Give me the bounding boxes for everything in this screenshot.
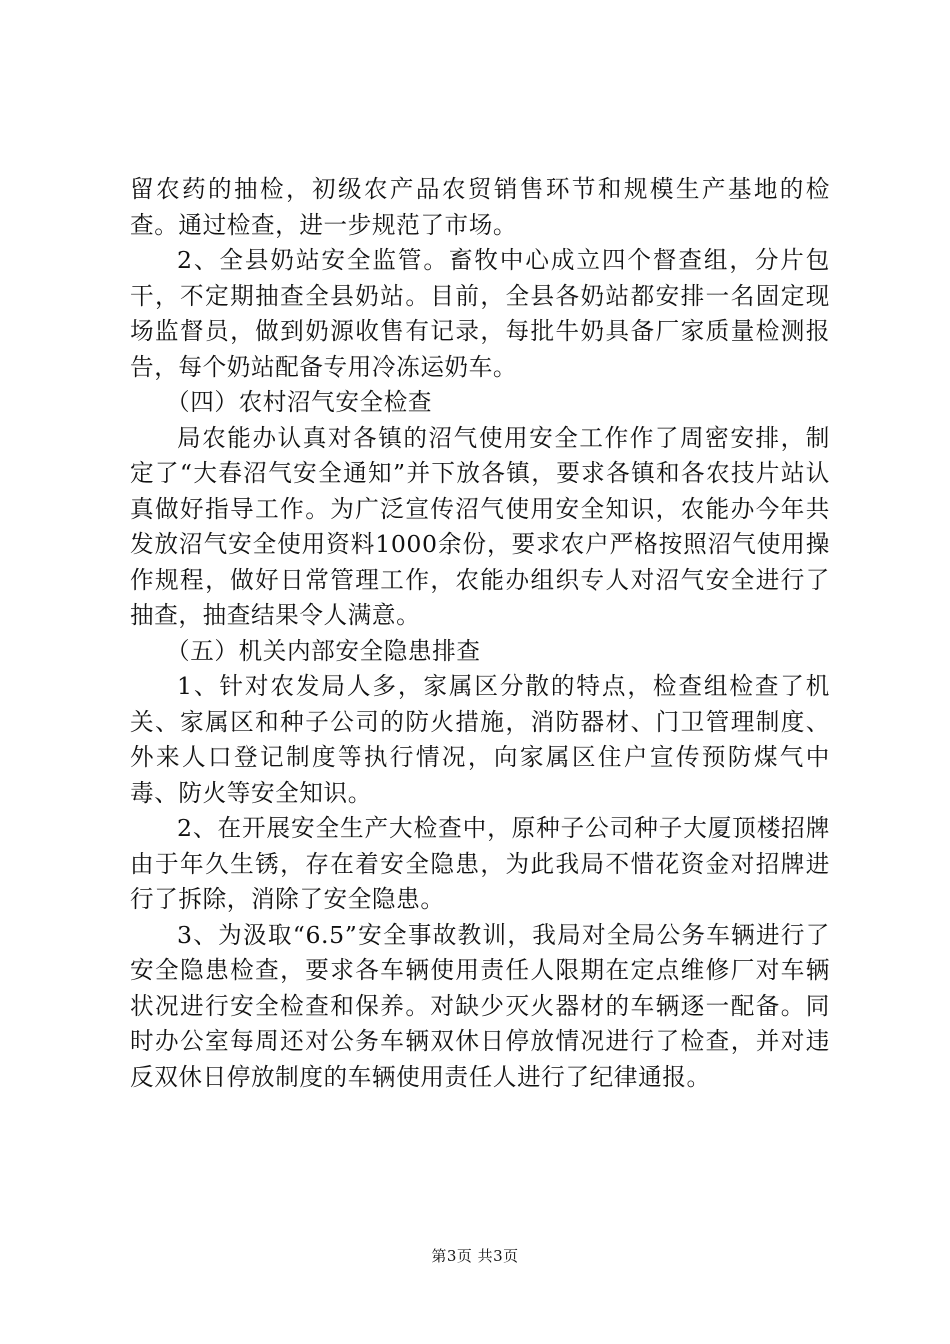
paragraph-milk-station: 2、全县奶站安全监管。畜牧中心成立四个督查组，分片包干，不定期抽查全县奶站。目前，全县各奶站都安排一名固定现场监督员，做到奶源收售有记录，每批牛奶具备厂家质量检测报告，每个奶站配备专用冷冻运奶车。 (130, 246, 830, 381)
page-number-footer: 第3页 共3页 (431, 1247, 519, 1265)
paragraph-biogas: 局农能办认真对各镇的沼气使用安全工作作了周密安排，制定了“大春沼气安全通知”并下放各镇，要求各镇和各农技片站认真做好指导工作。为广泛宣传沼气使用安全知识，农能办今年共发放沼气安全使用资料1000余份，要求农户严格按照沼气使用操作规程，做好日常管理工作，农能办组织专人对沼气安全进行了抽查，抽查结果令人满意。 (130, 423, 830, 629)
paragraph-signboard: 2、在开展安全生产大检查中，原种子公司种子大厦顶楼招牌由于年久生锈，存在着安全隐患，为此我局不惜花资金对招牌进行了拆除，消除了安全隐患。 (130, 814, 830, 913)
document-body (130, 172, 830, 1095)
section-heading-biogas: （四）农村沼气安全检查 (166, 388, 433, 416)
paragraph-continuation: 留农药的抽检，初级农产品农贸销售环节和规模生产基地的检查。通过检查，进一步规范了市场。 (130, 175, 830, 239)
paragraph-vehicles: 3、为汲取“6.5”安全事故教训，我局对全局公务车辆进行了安全隐患检查，要求各车辆使用责任人限期在定点维修厂对车辆状况进行安全检查和保养。对缺少灭火器材的车辆逐一配备。同时办公室每周还对公务车辆双休日停放情况进行了检查，并对违反双休日停放制度的车辆使用责任人进行了纪律通报。 (130, 920, 830, 1091)
paragraph-fire-prevention: 1、针对农发局人多，家属区分散的特点，检查组检查了机关、家属区和种子公司的防火措施，消防器材、门卫管理制度、外来人口登记制度等执行情况，向家属区住户宣传预防煤气中毒、防火等安全知识。 (130, 672, 830, 807)
section-heading-internal-safety: （五）机关内部安全隐患排查 (166, 636, 481, 665)
